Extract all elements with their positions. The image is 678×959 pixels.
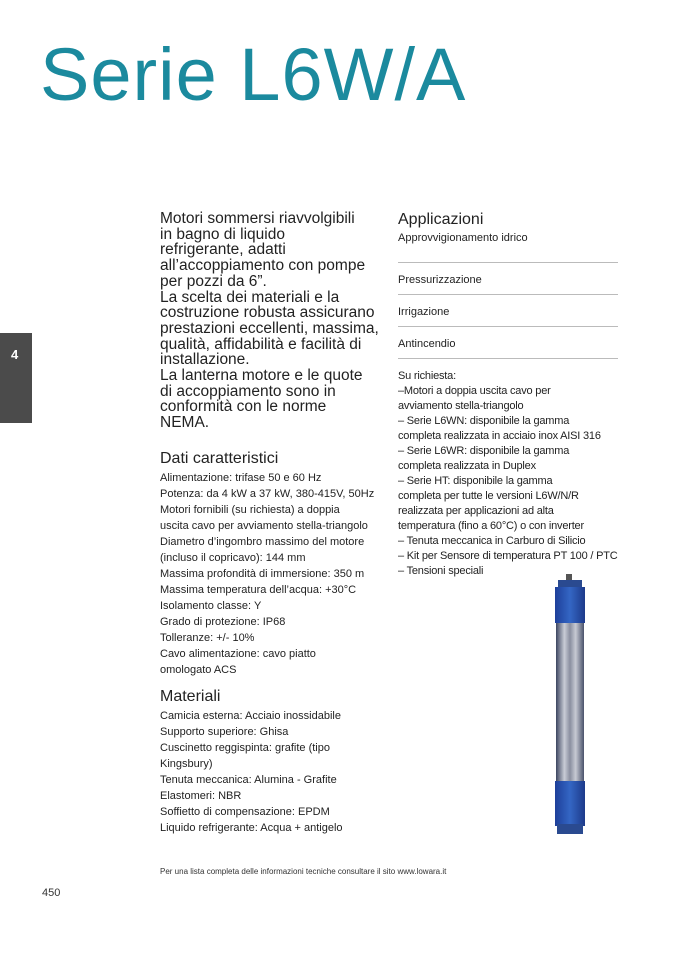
materiali-heading: Materiali [160,688,221,705]
richiesta-item: – Tenuta meccanica in Carburo di Silicio [398,535,586,547]
materiali-section [160,688,390,836]
richiesta-item: – Kit per Sensore di temperatura PT 100 / PTC [398,550,618,562]
chapter-tab [0,333,32,423]
dati-section [160,450,390,678]
applicazioni-heading: Applicazioni [398,211,484,228]
dati-item: omologato ACS [160,664,237,676]
applicazioni-item: Approvvigionamento idrico [398,231,618,263]
page-number: 450 [42,887,61,899]
materiali-item: Soffietto di compensazione: EPDM [160,806,330,818]
materiali-item: Supporto superiore: Ghisa [160,726,289,738]
dati-item: (incluso il copricavo): 144 mm [160,552,306,564]
intro-text: Motori sommersi riavvolgibili in bagno di liquido refrigerante, adatti all’accoppiamento con pompe per pozzi da 6”. La scelta dei materiali e la costruzione robusta assicurano prestazioni eccellenti, massima, qualità, affidabilità e facilità di installazione. La lanterna motore e le quote di accoppiamento sono in conformità con le norme NEMA. [160,210,379,432]
dati-list [160,470,390,678]
dati-item: Isolamento classe: Y [160,600,262,612]
applicazioni-item: Antincendio [398,327,618,359]
richiesta-item: – Tensioni speciali [398,565,484,577]
materiali-item: Liquido refrigerante: Acqua + antigelo [160,822,343,834]
richiesta-item: –Motori a doppia uscita cavo per [398,385,551,397]
materiali-item: Camicia esterna: Acciaio inossidabile [160,710,341,722]
chapter-number: 4 [11,347,19,362]
dati-item: Alimentazione: trifase 50 e 60 Hz [160,472,322,484]
richiesta-item: completa realizzata in acciaio inox AISI 316 [398,430,601,442]
dati-item: Cavo alimentazione: cavo piatto [160,648,316,660]
richiesta-item: – Serie HT: disponibile la gamma [398,475,553,487]
materiali-list [160,708,390,836]
richiesta-item: temperatura (fino a 60°C) o con inverter [398,520,584,532]
materiali-item: Tenuta meccanica: Alumina - Grafite [160,774,337,786]
materiali-item: Kingsbury) [160,758,213,770]
richiesta-item: Su richiesta: [398,370,456,382]
applicazioni-section [398,211,618,579]
dati-item: uscita cavo per avviamento stella-triangolo [160,520,368,532]
motor-image [552,574,588,836]
dati-item: Tolleranze: +/- 10% [160,632,255,644]
richiesta-item: completa realizzata in Duplex [398,460,536,472]
richiesta-item: – Serie L6WR: disponibile la gamma [398,445,570,457]
dati-item: Motori fornibili (su richiesta) a doppia [160,504,340,516]
richiesta-item: – Serie L6WN: disponibile la gamma [398,415,570,427]
dati-item: Grado di protezione: IP68 [160,616,286,628]
footnote: Per una lista completa delle informazioni tecniche consultare il sito www.lowara.it [160,867,447,876]
applicazioni-item: Irrigazione [398,295,618,327]
materiali-item: Elastomeri: NBR [160,790,242,802]
dati-heading: Dati caratteristici [160,450,279,467]
materiali-item: Cuscinetto reggispinta: grafite (tipo [160,742,330,754]
richiesta-item: realizzata per applicazioni ad alta [398,505,554,517]
richiesta-list [398,369,618,579]
applicazioni-item: Pressurizzazione [398,263,618,295]
page-title: Serie L6W/A [40,33,467,116]
dati-item: Massima temperatura dell’acqua: +30°C [160,584,357,596]
dati-item: Massima profondità di immersione: 350 m [160,568,365,580]
dati-item: Diametro d’ingombro massimo del motore [160,536,365,548]
dati-item: Potenza: da 4 kW a 37 kW, 380-415V, 50Hz [160,488,375,500]
richiesta-item: completa per tutte le versioni L6W/N/R [398,490,579,502]
applicazioni-list [398,231,618,359]
richiesta-item: avviamento stella-triangolo [398,400,524,412]
